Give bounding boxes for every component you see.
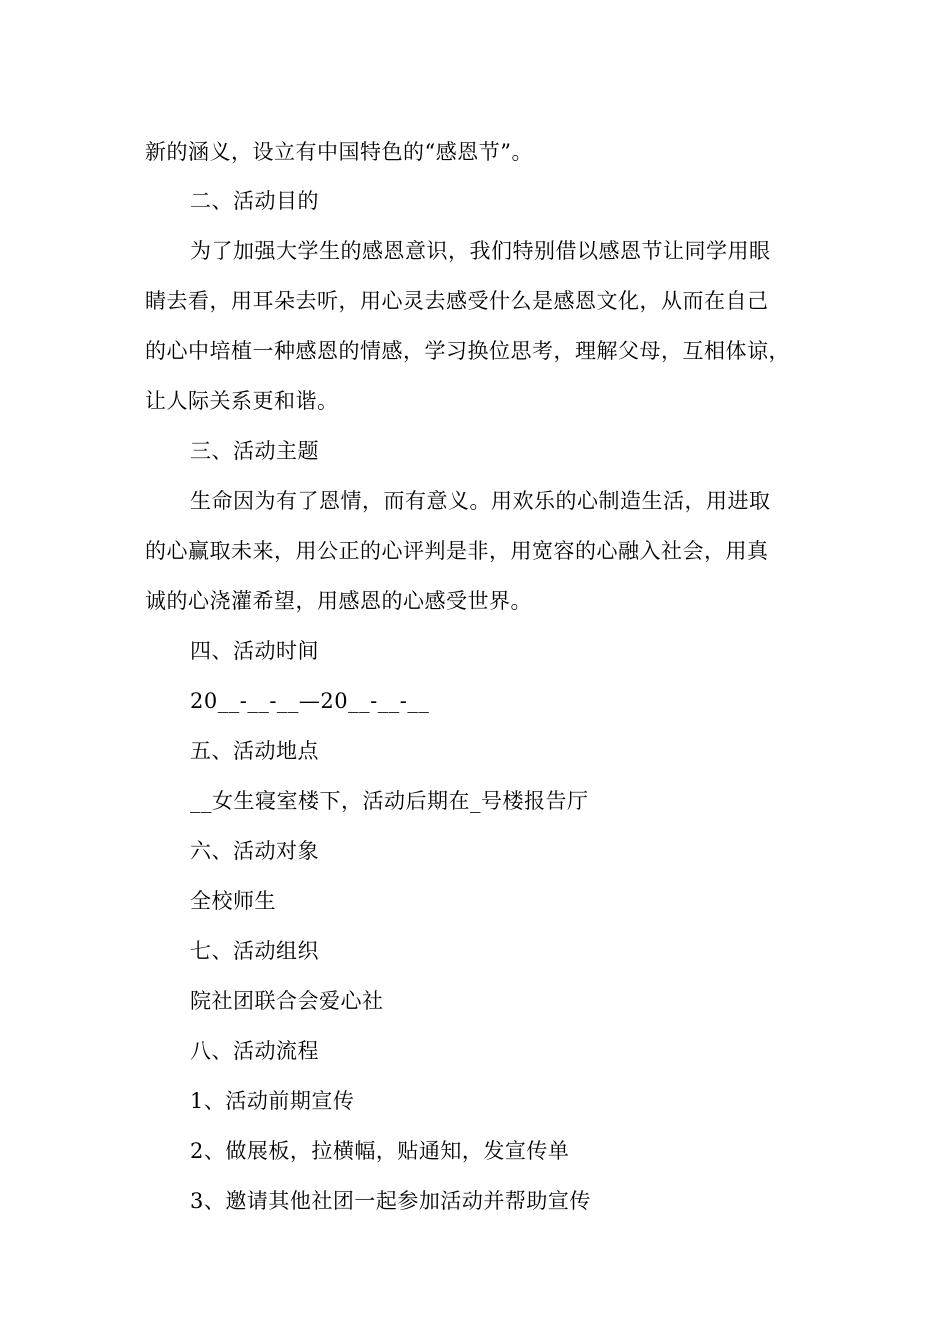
section-heading-location: 五、活动地点 <box>190 739 319 763</box>
paragraph-line: 生命因为有了恩情，而有意义。用欢乐的心制造生活，用进取 <box>190 489 771 513</box>
section-heading-organizer: 七、活动组织 <box>190 939 319 963</box>
process-step-1: 1、活动前期宣传 <box>190 1089 355 1113</box>
paragraph-line: 新的涵义，设立有中国特色的“感恩节”。 <box>145 140 533 164</box>
section-heading-time: 四、活动时间 <box>190 639 319 663</box>
activity-organizer-value: 院社团联合会爱心社 <box>190 989 384 1013</box>
process-step-3: 3、邀请其他社团一起参加活动并帮助宣传 <box>190 1189 591 1213</box>
process-step-2: 2、做展板，拉横幅，贴通知，发宣传单 <box>190 1139 570 1163</box>
section-heading-process: 八、活动流程 <box>190 1039 319 1063</box>
activity-audience-value: 全校师生 <box>190 889 276 913</box>
paragraph-line: 的心中培植一种感恩的情感，学习换位思考，理解父母，互相体谅， <box>145 339 790 363</box>
section-heading-theme: 三、活动主题 <box>190 439 319 463</box>
paragraph-line: 睛去看，用耳朵去听，用心灵去感受什么是感恩文化，从而在自己 <box>145 289 769 313</box>
section-heading-purpose: 二、活动目的 <box>190 189 319 213</box>
activity-time-value: 20__-__-__—20__-__-__ <box>190 689 430 713</box>
paragraph-line: 诚的心浇灌希望，用感恩的心感受世界。 <box>145 589 532 613</box>
section-heading-audience: 六、活动对象 <box>190 839 319 863</box>
paragraph-line: 的心赢取未来，用公正的心评判是非，用宽容的心融入社会，用真 <box>145 539 769 563</box>
activity-location-value: __女生寝室楼下，活动后期在_号楼报告厅 <box>190 789 589 813</box>
paragraph-line: 让人际关系更和谐。 <box>145 389 339 413</box>
paragraph-line: 为了加强大学生的感恩意识，我们特别借以感恩节让同学用眼 <box>190 239 771 263</box>
